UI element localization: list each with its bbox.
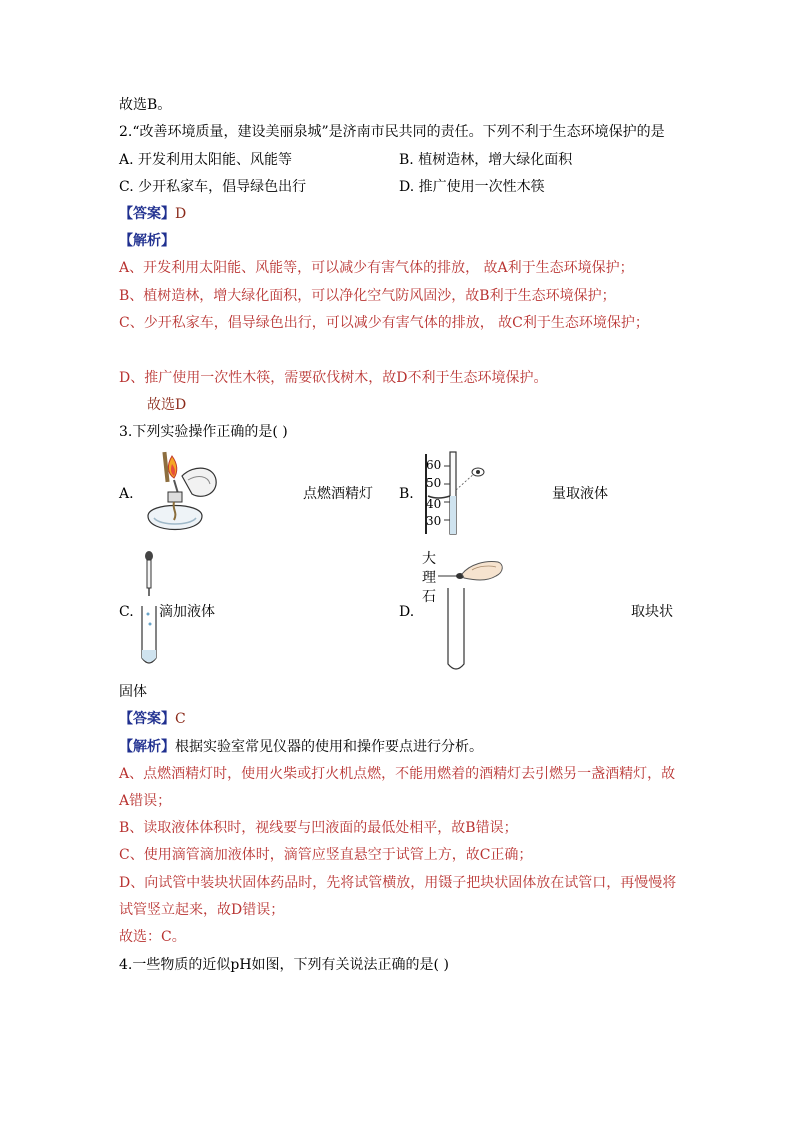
q3-option-d-label: 取块状 (631, 604, 673, 620)
q2-option-a: A. 开发利用太阳能、风能等 (119, 152, 293, 168)
q2-analysis-tag: 【解析】 (119, 233, 175, 249)
q3-option-b-label: 量取液体 (552, 486, 608, 502)
q3-analysis-d-1: D、向试管中装块状固体药品时，先将试管横放，用镊子把块状固体放在试管口，再慢慢将 (119, 875, 677, 891)
q2-analysis-d: D、推广使用一次性木筷，需要砍伐树木，故D不利于生态环境保护。 (119, 370, 548, 386)
marble-char-3: 石 (422, 589, 436, 605)
q1-conclusion: 故选B。 (119, 97, 172, 113)
q3-analysis-a-1: A、点燃酒精灯时，使用火柴或打火机点燃，不能用燃着的酒精灯去引燃另一盏酒精灯，故 (119, 766, 676, 782)
q2-stem: 2.“改善环境质量，建设美丽泉城”是济南市民共同的责任。下列不利于生态环境保护的是 (119, 124, 665, 140)
answer-tag: 【答案】 (119, 711, 175, 727)
q3-choose: 故选：C。 (119, 929, 186, 945)
q2-choose: 故选D (147, 397, 187, 413)
q4-stem: 4.一些物质的近似pH如图，下列有关说法正确的是( ) (119, 957, 449, 973)
marble-char-1: 大 (422, 551, 436, 567)
cylinder-tick-60: 60 (426, 458, 442, 472)
q2-analysis-b: B、植树造林，增大绿化面积，可以净化空气防风固沙，故B利于生态环境保护； (119, 288, 616, 304)
cylinder-tick-40: 40 (426, 497, 442, 511)
q3-analysis-b: B、读取液体体积时，视线要与凹液面的最低处相平，故B错误； (119, 820, 518, 836)
q3-analysis-c: C、使用滴管滴加液体时，滴管应竖直悬空于试管上方，故C正确； (119, 847, 533, 863)
q2-analysis-a: A、开发利用太阳能、风能等，可以减少有害气体的排放， 故A利于生态环境保护； (119, 260, 634, 276)
answer-value: D (175, 206, 187, 222)
q2-answer (119, 204, 186, 224)
q2-option-b: B. 植树造林，增大绿化面积 (399, 152, 573, 168)
test-tube-marble-image (438, 556, 508, 674)
q3-stem: 3.下列实验操作正确的是( ) (119, 424, 288, 440)
cylinder-tick-50: 50 (426, 476, 442, 490)
q3-option-a-label: 点燃酒精灯 (303, 486, 373, 502)
q3-analysis-a-2: A错误； (119, 793, 172, 809)
q3-option-c-label: 滴加液体 (159, 604, 215, 620)
q2-option-c: C. 少开私家车，倡导绿色出行 (119, 179, 307, 195)
q3-option-b-letter: B. (399, 486, 414, 502)
q2-analysis-c: C、少开私家车，倡导绿色出行，可以减少有害气体的排放， 故C利于生态环境保护； (119, 315, 649, 331)
alcohol-lamp-image (138, 450, 224, 542)
q2-option-d: D. 推广使用一次性木筷 (399, 179, 545, 195)
q3-option-d-letter: D. (399, 604, 415, 620)
q3-analysis-intro (119, 737, 483, 757)
answer-tag: 【答案】 (119, 206, 175, 222)
q3-option-c-letter: C. (119, 604, 134, 620)
analysis-tag: 【解析】 (119, 739, 175, 755)
q3-option-d-label-cont: 固体 (119, 684, 147, 700)
analysis-intro-text: 根据实验室常见仪器的使用和操作要点进行分析。 (175, 739, 483, 755)
marble-char-2: 理 (422, 570, 436, 586)
q3-option-a-letter: A. (119, 486, 134, 502)
cylinder-tick-30: 30 (426, 514, 442, 528)
q3-answer (119, 709, 186, 729)
answer-value: C (175, 711, 186, 727)
q3-analysis-d-2: 试管竖立起来，故D错误； (119, 902, 285, 918)
